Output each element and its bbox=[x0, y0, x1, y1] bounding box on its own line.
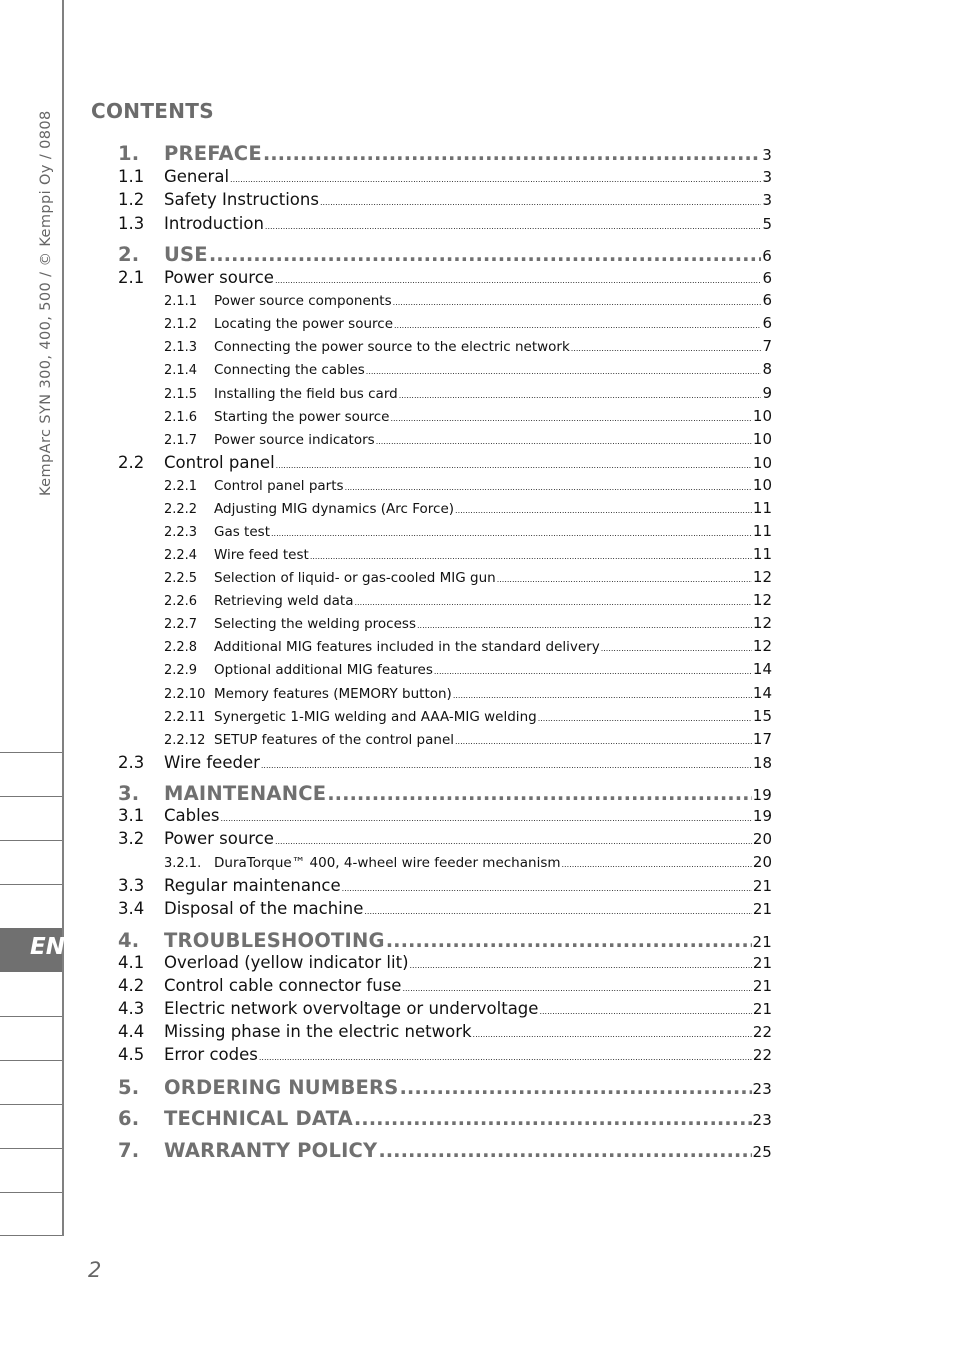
toc-entry-title: Regular maintenance bbox=[164, 876, 341, 895]
toc-dot-leader bbox=[400, 1076, 752, 1099]
toc-entry-page: 21 bbox=[752, 1000, 772, 1018]
toc-dot-leader bbox=[393, 298, 762, 307]
toc-dot-leader bbox=[345, 483, 752, 492]
toc-entry[interactable] bbox=[164, 291, 772, 311]
toc-entry[interactable] bbox=[164, 637, 772, 657]
toc-entry[interactable] bbox=[118, 1076, 772, 1102]
toc-entry-number: 2.2.1 bbox=[164, 479, 198, 494]
tab-divider bbox=[0, 884, 62, 885]
toc-entry-title: Wire feed test bbox=[214, 547, 309, 563]
toc-entry-number: 2.2.9 bbox=[164, 663, 198, 678]
toc-entry-title: Starting the power source bbox=[214, 409, 390, 425]
toc-entry-page: 6 bbox=[762, 291, 772, 309]
toc-dot-leader bbox=[354, 1107, 752, 1130]
toc-entry-page: 15 bbox=[752, 707, 772, 725]
toc-entry-number: 2.1.1 bbox=[164, 294, 198, 309]
toc-dot-leader bbox=[271, 529, 752, 538]
toc-entry[interactable] bbox=[118, 976, 772, 998]
toc-entry-page: 23 bbox=[752, 1111, 772, 1129]
toc-entry-number: 3.4 bbox=[118, 899, 145, 918]
toc-entry-title: Overload (yellow indicator lit) bbox=[164, 953, 409, 972]
toc-dot-leader bbox=[378, 1139, 751, 1162]
toc-entry[interactable] bbox=[118, 782, 772, 808]
toc-entry-title: Retrieving weld data bbox=[214, 593, 354, 609]
toc-dot-leader bbox=[220, 814, 751, 823]
toc-entry-title: Control cable connector fuse bbox=[164, 976, 402, 995]
toc-entry-title: Introduction bbox=[164, 214, 264, 233]
toc-entry-title: Power source bbox=[164, 268, 274, 287]
toc-dot-leader bbox=[276, 461, 752, 470]
toc-entry-title: Synergetic 1-MIG welding and AAA-MIG welding bbox=[214, 709, 537, 725]
toc-entry-number: 4.3 bbox=[118, 999, 145, 1018]
toc-entry[interactable] bbox=[164, 707, 772, 727]
toc-entry-page: 19 bbox=[752, 786, 772, 804]
toc-entry-page: 12 bbox=[752, 591, 772, 609]
toc-entry[interactable] bbox=[164, 407, 772, 427]
tab-divider bbox=[0, 1148, 62, 1149]
tab-divider bbox=[0, 1104, 62, 1105]
toc-entry-title: WARRANTY POLICY bbox=[164, 1139, 378, 1162]
toc-entry[interactable] bbox=[118, 999, 772, 1021]
toc-entry-page: 6 bbox=[762, 247, 772, 265]
toc-entry[interactable] bbox=[118, 142, 772, 168]
toc-entry[interactable] bbox=[118, 214, 772, 236]
toc-entry-title: Power source bbox=[164, 829, 274, 848]
toc-entry-page: 18 bbox=[752, 754, 772, 772]
toc-entry-page: 10 bbox=[752, 430, 772, 448]
toc-entry-title: Gas test bbox=[214, 524, 270, 540]
toc-entry[interactable] bbox=[164, 499, 772, 519]
tab-divider bbox=[0, 1060, 62, 1061]
page-title: CONTENTS bbox=[91, 99, 214, 123]
toc-entry-title: Power source indicators bbox=[214, 432, 375, 448]
toc-entry-title: Wire feeder bbox=[164, 753, 260, 772]
tab-divider bbox=[0, 1192, 62, 1193]
toc-dot-leader bbox=[455, 506, 752, 515]
toc-entry-number: 4.5 bbox=[118, 1045, 145, 1064]
toc-entry-number: 3.2.1. bbox=[164, 856, 202, 871]
toc-entry-number: 1. bbox=[118, 142, 140, 165]
toc-entry-page: 10 bbox=[752, 407, 772, 425]
toc-entry[interactable] bbox=[118, 953, 772, 975]
document-footer-vertical: KempArc SYN 300, 400, 500 / © Kemppi Oy / 0808 bbox=[38, 110, 54, 496]
tab-divider bbox=[0, 840, 62, 841]
toc-entry[interactable] bbox=[164, 568, 772, 588]
toc-entry-page: 10 bbox=[752, 454, 772, 472]
toc-entry-page: 8 bbox=[762, 360, 772, 378]
toc-entry-number: 2.2.5 bbox=[164, 571, 198, 586]
toc-entry-title: Control panel parts bbox=[214, 478, 344, 494]
toc-dot-leader bbox=[571, 344, 762, 353]
tab-divider bbox=[0, 796, 62, 797]
toc-entry-page: 19 bbox=[752, 807, 772, 825]
toc-entry-number: 1.2 bbox=[118, 190, 145, 209]
toc-entry-title: TECHNICAL DATA bbox=[164, 1107, 353, 1130]
toc-entry-page: 14 bbox=[752, 660, 772, 678]
toc-entry-page: 20 bbox=[752, 830, 772, 848]
toc-entry-number: 2.2.7 bbox=[164, 617, 198, 632]
toc-entry[interactable] bbox=[164, 545, 772, 565]
toc-dot-leader bbox=[366, 367, 762, 376]
toc-entry-title: Additional MIG features included in the standard delivery bbox=[214, 639, 600, 655]
toc-entry-title: Memory features (MEMORY button) bbox=[214, 686, 452, 702]
toc-dot-leader bbox=[230, 175, 761, 184]
toc-dot-leader bbox=[417, 621, 752, 630]
toc-entry-page: 9 bbox=[762, 384, 772, 402]
toc-dot-leader bbox=[327, 782, 751, 805]
toc-entry-number: 2.1.4 bbox=[164, 363, 198, 378]
toc-entry-number: 2.2.11 bbox=[164, 710, 206, 725]
toc-entry[interactable] bbox=[164, 660, 772, 680]
toc-dot-leader bbox=[562, 860, 752, 869]
toc-dot-leader bbox=[310, 552, 752, 561]
toc-entry-number: 1.1 bbox=[118, 167, 145, 186]
toc-entry-number: 2.2.12 bbox=[164, 733, 206, 748]
toc-entry[interactable] bbox=[118, 1107, 772, 1133]
toc-entry-page: 21 bbox=[752, 933, 772, 951]
toc-entry-page: 21 bbox=[752, 900, 772, 918]
toc-entry[interactable] bbox=[164, 360, 772, 380]
toc-dot-leader bbox=[453, 691, 752, 700]
toc-entry-number: 1.3 bbox=[118, 214, 145, 233]
toc-entry[interactable] bbox=[164, 384, 772, 404]
toc-entry-number: 4.2 bbox=[118, 976, 145, 995]
toc-entry-page: 3 bbox=[762, 168, 772, 186]
tab-divider bbox=[0, 1016, 62, 1017]
toc-entry-title: Safety Instructions bbox=[164, 190, 319, 209]
toc-entry-number: 2.1.7 bbox=[164, 433, 198, 448]
toc-entry-title: Error codes bbox=[164, 1045, 258, 1064]
toc-entry[interactable] bbox=[118, 829, 772, 851]
toc-dot-leader bbox=[320, 198, 762, 207]
toc-entry[interactable] bbox=[118, 167, 772, 189]
toc-entry-title: Installing the field bus card bbox=[214, 386, 398, 402]
toc-entry-number: 2.2.6 bbox=[164, 594, 198, 609]
toc-entry-title: USE bbox=[164, 243, 208, 266]
toc-dot-leader bbox=[364, 907, 752, 916]
toc-dot-leader bbox=[386, 929, 752, 952]
toc-entry-title: Electric network overvoltage or undervoltage bbox=[164, 999, 539, 1018]
toc-entry-page: 17 bbox=[752, 730, 772, 748]
toc-entry[interactable] bbox=[118, 929, 772, 955]
toc-entry[interactable] bbox=[118, 1045, 772, 1067]
toc-entry[interactable] bbox=[118, 806, 772, 828]
toc-entry-number: 7. bbox=[118, 1139, 140, 1162]
toc-entry-title: Optional additional MIG features bbox=[214, 662, 433, 678]
toc-entry-page: 5 bbox=[762, 215, 772, 233]
toc-entry-page: 14 bbox=[752, 684, 772, 702]
toc-entry-title: SETUP features of the control panel bbox=[214, 732, 455, 748]
language-tab-en[interactable] bbox=[0, 928, 65, 972]
toc-entry-number: 2.2 bbox=[118, 453, 145, 472]
toc-entry-number: 2.2.4 bbox=[164, 548, 198, 563]
toc-entry-page: 21 bbox=[752, 977, 772, 995]
toc-dot-leader bbox=[275, 837, 752, 846]
toc-entry-title: Cables bbox=[164, 806, 220, 825]
toc-entry-page: 12 bbox=[752, 614, 772, 632]
toc-entry-number: 6. bbox=[118, 1107, 140, 1130]
toc-entry[interactable] bbox=[118, 1022, 772, 1044]
toc-entry-page: 22 bbox=[752, 1023, 772, 1041]
toc-entry-title: General bbox=[164, 167, 230, 186]
toc-entry-number: 2.1.2 bbox=[164, 317, 198, 332]
toc-entry-page: 11 bbox=[752, 499, 772, 517]
toc-entry-number: 3.2 bbox=[118, 829, 145, 848]
toc-entry[interactable] bbox=[164, 853, 772, 873]
toc-entry-title: Control panel bbox=[164, 453, 275, 472]
toc-entry-page: 6 bbox=[762, 314, 772, 332]
toc-entry-page: 25 bbox=[752, 1143, 772, 1161]
toc-entry-page: 11 bbox=[752, 522, 772, 540]
toc-entry-title: Selection of liquid- or gas-cooled MIG gun bbox=[214, 570, 496, 586]
toc-entry-number: 4.4 bbox=[118, 1022, 145, 1041]
toc-entry[interactable] bbox=[118, 899, 772, 921]
toc-entry-title: DuraTorque™ 400, 4-wheel wire feeder mechanism bbox=[214, 855, 561, 871]
toc-entry[interactable] bbox=[118, 190, 772, 212]
toc-entry-title: Missing phase in the electric network bbox=[164, 1022, 472, 1041]
toc-dot-leader bbox=[390, 414, 751, 423]
toc-entry-number: 3.3 bbox=[118, 876, 145, 895]
toc-dot-leader bbox=[410, 961, 752, 970]
toc-entry[interactable] bbox=[164, 591, 772, 611]
toc-dot-leader bbox=[402, 984, 751, 993]
language-tab-label: EN bbox=[30, 934, 65, 960]
toc-entry-page: 6 bbox=[762, 269, 772, 287]
toc-entry-page: 3 bbox=[762, 191, 772, 209]
toc-entry-title: Selecting the welding process bbox=[214, 616, 416, 632]
toc-entry-page: 7 bbox=[762, 337, 772, 355]
toc-dot-leader bbox=[497, 575, 752, 584]
toc-entry-title: Connecting the cables bbox=[214, 362, 365, 378]
toc-entry[interactable] bbox=[118, 268, 772, 290]
toc-entry-title: MAINTENANCE bbox=[164, 782, 327, 805]
toc-entry[interactable] bbox=[118, 753, 772, 775]
toc-entry-number: 5. bbox=[118, 1076, 140, 1099]
toc-entry-title: Locating the power source bbox=[214, 316, 393, 332]
toc-entry-page: 12 bbox=[752, 637, 772, 655]
toc-entry-page: 23 bbox=[752, 1080, 772, 1098]
toc-entry-page: 3 bbox=[762, 146, 772, 164]
toc-entry[interactable] bbox=[164, 314, 772, 334]
toc-dot-leader bbox=[265, 222, 762, 231]
toc-entry-number: 2.1.5 bbox=[164, 387, 198, 402]
toc-dot-leader bbox=[394, 321, 761, 330]
toc-dot-leader bbox=[455, 737, 752, 746]
toc-entry-title: Power source components bbox=[214, 293, 392, 309]
toc-dot-leader bbox=[263, 142, 761, 165]
toc-entry-number: 3.1 bbox=[118, 806, 145, 825]
toc-entry-number: 4.1 bbox=[118, 953, 145, 972]
toc-entry-number: 2.2.8 bbox=[164, 640, 198, 655]
toc-entry-title: ORDERING NUMBERS bbox=[164, 1076, 399, 1099]
toc-entry-page: 20 bbox=[752, 853, 772, 871]
toc-dot-leader bbox=[539, 1007, 751, 1016]
toc-entry[interactable] bbox=[118, 876, 772, 898]
toc-entry[interactable] bbox=[118, 243, 772, 269]
toc-dot-leader bbox=[342, 884, 752, 893]
toc-dot-leader bbox=[601, 644, 752, 653]
toc-entry-page: 21 bbox=[752, 877, 772, 895]
toc-entry-number: 2. bbox=[118, 243, 140, 266]
toc-entry-number: 3. bbox=[118, 782, 140, 805]
toc-dot-leader bbox=[355, 598, 752, 607]
toc-entry-number: 2.2.3 bbox=[164, 525, 198, 540]
tab-divider bbox=[0, 1235, 62, 1236]
page-number: 2 bbox=[88, 1258, 102, 1282]
toc-entry[interactable] bbox=[164, 684, 772, 704]
toc-entry-title: Connecting the power source to the electric network bbox=[214, 339, 570, 355]
toc-entry-page: 21 bbox=[752, 954, 772, 972]
toc-entry-number: 4. bbox=[118, 929, 140, 952]
toc-entry[interactable] bbox=[164, 430, 772, 450]
tab-divider bbox=[0, 752, 62, 753]
toc-dot-leader bbox=[399, 391, 762, 400]
toc-entry-title: PREFACE bbox=[164, 142, 262, 165]
toc-dot-leader bbox=[261, 761, 752, 770]
toc-entry-number: 2.1.3 bbox=[164, 340, 198, 355]
toc-entry-number: 2.2.2 bbox=[164, 502, 198, 517]
toc-dot-leader bbox=[209, 243, 761, 266]
sidebar-divider-line bbox=[62, 0, 64, 1236]
toc-entry[interactable] bbox=[164, 522, 772, 542]
toc-entry-page: 10 bbox=[752, 476, 772, 494]
toc-dot-leader bbox=[376, 437, 752, 446]
toc-entry[interactable] bbox=[164, 337, 772, 357]
toc-entry-title: TROUBLESHOOTING bbox=[164, 929, 385, 952]
toc-entry-number: 2.3 bbox=[118, 753, 145, 772]
toc-entry-page: 11 bbox=[752, 545, 772, 563]
toc-entry[interactable] bbox=[164, 476, 772, 496]
toc-entry-number: 2.1 bbox=[118, 268, 145, 287]
toc-entry-number: 2.1.6 bbox=[164, 410, 198, 425]
toc-entry-page: 12 bbox=[752, 568, 772, 586]
toc-entry-page: 22 bbox=[752, 1046, 772, 1064]
toc-entry[interactable] bbox=[118, 453, 772, 475]
toc-entry-title: Disposal of the machine bbox=[164, 899, 364, 918]
toc-dot-leader bbox=[259, 1053, 752, 1062]
toc-entry[interactable] bbox=[118, 1139, 772, 1165]
toc-entry[interactable] bbox=[164, 614, 772, 634]
toc-dot-leader bbox=[275, 276, 762, 285]
toc-entry-title: Adjusting MIG dynamics (Arc Force) bbox=[214, 501, 455, 517]
toc-entry-number: 2.2.10 bbox=[164, 687, 206, 702]
toc-dot-leader bbox=[434, 667, 752, 676]
toc-entry[interactable] bbox=[164, 730, 772, 750]
toc-dot-leader bbox=[538, 714, 752, 723]
toc-dot-leader bbox=[473, 1030, 752, 1039]
